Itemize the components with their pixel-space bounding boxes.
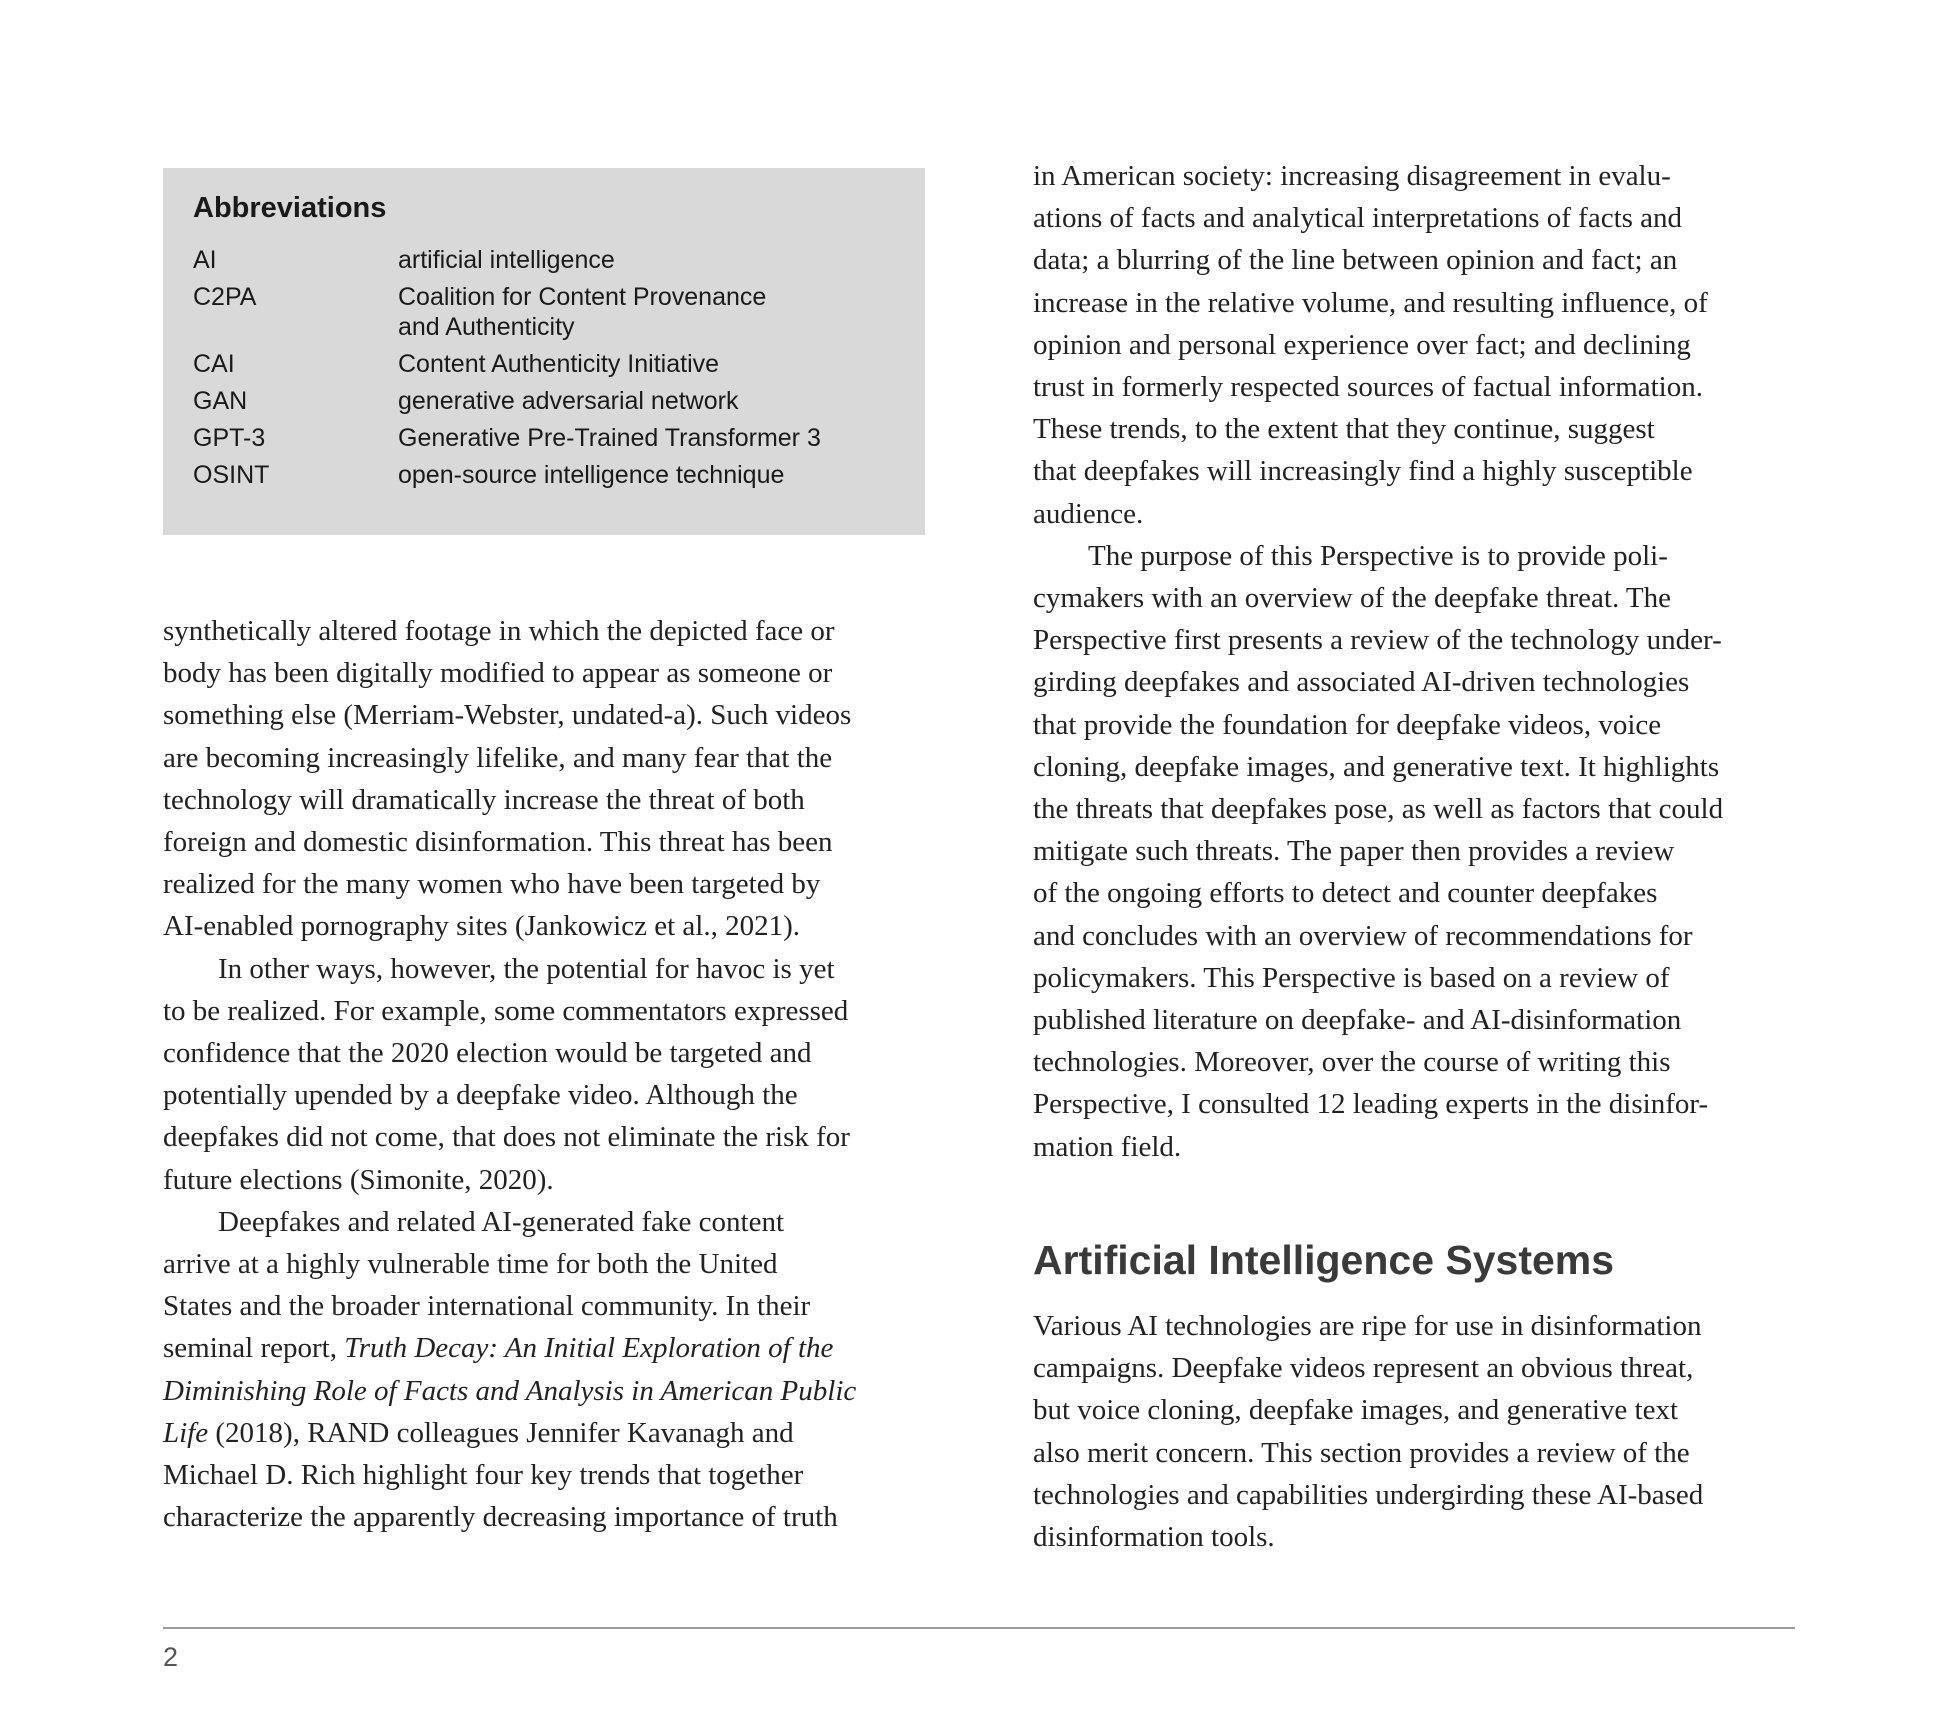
text-line: In other ways, however, the potential for havoc is yet [218, 952, 835, 985]
text-line: something else (Merriam-Webster, undated-a). Such videos [163, 699, 852, 732]
abbreviation-term: C2PA [193, 283, 257, 311]
abbreviation-definition: Generative Pre-Trained Transformer 3 [398, 424, 821, 452]
left-column [163, 610, 928, 1538]
text-line: cymakers with an overview of the deepfake threat. The [1033, 582, 1671, 615]
text-line: AI-enabled pornography sites (Jankowicz et al., 2021). [163, 910, 800, 943]
text-line: increase in the relative volume, and resulting influence, of [1033, 286, 1708, 319]
text-line: ations of facts and analytical interpretations of facts and [1033, 202, 1683, 235]
abbreviation-term: GAN [193, 387, 248, 415]
text-line: technology will dramatically increase the threat of both [163, 783, 805, 816]
text-line: foreign and domestic disinformation. This threat has been [163, 826, 833, 859]
body-paragraph [1033, 535, 1803, 1168]
text-line: States and the broader international community. In their [163, 1290, 811, 1323]
body-paragraph [163, 948, 928, 1201]
text-line: cloning, deepfake images, and generative text. It highlights [1033, 750, 1720, 783]
body-paragraph [163, 1201, 928, 1539]
text-line: campaigns. Deepfake videos represent an obvious threat, [1033, 1352, 1694, 1385]
text-line: potentially upended by a deepfake video. Although the [163, 1079, 798, 1112]
text-line: Various AI technologies are ripe for use in disinformation [1033, 1310, 1702, 1342]
abbreviation-definition [398, 282, 895, 342]
text-line: arrive at a highly vulnerable time for both the United [163, 1248, 778, 1281]
text-line: opinion and personal experience over fact; and declining [1033, 328, 1691, 361]
abbreviation-definition: Content Authenticity Initiative [398, 350, 720, 378]
abbreviation-row [193, 460, 895, 490]
text-line [163, 1327, 928, 1369]
text-line: also merit concern. This section provides a review of the [1033, 1436, 1690, 1469]
abbreviation-definition: open-source intelligence technique [398, 461, 785, 489]
text-line: Perspective, I consulted 12 leading experts in the disinfor- [1033, 1088, 1709, 1121]
abbreviation-term: GPT-3 [193, 424, 266, 452]
abbreviations-title: Abbreviations [193, 192, 387, 224]
right-column [1033, 155, 1803, 1168]
abbreviation-definition: generative adversarial network [398, 387, 739, 415]
report-title-italic: Diminishing Role of Facts and Analysis in American Public [163, 1374, 857, 1407]
text-line: characterize the apparently decreasing importance of truth [163, 1501, 838, 1534]
text-fragment: (2018), RAND colleagues Jennifer Kavanagh and [208, 1416, 794, 1449]
text-line: trust in formerly respected sources of factual information. [1033, 371, 1703, 404]
text-line: realized for the many women who have been targeted by [163, 868, 821, 901]
text-line: that deepfakes will increasingly find a highly susceptible [1033, 455, 1693, 488]
section-heading: Artificial Intelligence Systems [1033, 1237, 1615, 1283]
text-line: audience. [1033, 497, 1144, 530]
text-line: technologies and capabilities undergirding these AI-based [1033, 1478, 1704, 1511]
report-title-italic: Truth Decay: An Initial Exploration of the [344, 1332, 834, 1365]
abbreviation-row [193, 386, 895, 416]
body-paragraph [1033, 155, 1803, 535]
text-line: body has been digitally modified to appear as someone or [163, 657, 833, 690]
abbreviation-row [193, 245, 895, 275]
text-line: data; a blurring of the line between opinion and fact; an [1033, 244, 1678, 277]
text-line: Deepfakes and related AI-generated fake content [218, 1205, 784, 1238]
abbreviation-term: OSINT [193, 461, 270, 489]
text-line: are becoming increasingly lifelike, and many fear that the [163, 741, 833, 774]
abbreviation-row [193, 282, 895, 342]
text-line: confidence that the 2020 election would be targeted and [163, 1037, 812, 1070]
page-number: 2 [163, 1642, 179, 1672]
text-line: policymakers. This Perspective is based on a review of [1033, 961, 1670, 994]
text-line: technologies. Moreover, over the course of writing this [1033, 1046, 1671, 1079]
footer-divider [163, 1627, 1795, 1629]
abbreviations-box [163, 168, 925, 535]
right-column-section-body [1033, 1305, 1803, 1558]
text-line: Perspective first presents a review of the technology under- [1033, 624, 1722, 657]
definition-line: Coalition for Content Provenance [398, 283, 767, 311]
report-title-italic: Life [163, 1416, 209, 1449]
text-line [163, 1370, 928, 1412]
definition-line: and Authenticity [398, 313, 575, 341]
text-line: girding deepfakes and associated AI-driven technologies [1033, 666, 1690, 699]
body-paragraph [163, 610, 928, 948]
body-paragraph [1033, 1305, 1803, 1558]
text-line: future elections (Simonite, 2020). [163, 1163, 554, 1196]
text-line: disinformation tools. [1033, 1521, 1275, 1554]
text-line [163, 1412, 928, 1454]
text-line: published literature on deepfake- and AI-disinformation [1033, 1004, 1682, 1037]
text-line: and concludes with an overview of recommendations for [1033, 919, 1693, 952]
abbreviation-row [193, 349, 895, 379]
text-line: to be realized. For example, some commentators expressed [163, 994, 849, 1027]
text-line: of the ongoing efforts to detect and counter deepfakes [1033, 877, 1658, 910]
text-line: These trends, to the extent that they continue, suggest [1033, 413, 1655, 446]
text-line: that provide the foundation for deepfake videos, voice [1033, 708, 1662, 741]
text-line: deepfakes did not come, that does not eliminate the risk for [163, 1121, 850, 1154]
text-line: The purpose of this Perspective is to provide poli- [1088, 539, 1668, 572]
abbreviation-term: AI [193, 246, 217, 274]
text-line: Michael D. Rich highlight four key trends that together [163, 1459, 804, 1492]
text-line: synthetically altered footage in which the depicted face or [163, 615, 835, 647]
text-line: mitigate such threats. The paper then provides a review [1033, 835, 1675, 868]
text-line: in American society: increasing disagreement in evalu- [1033, 160, 1671, 192]
text-line: the threats that deepfakes pose, as well as factors that could [1033, 793, 1724, 826]
text-fragment: seminal report, [163, 1332, 345, 1365]
abbreviation-definition: artificial intelligence [398, 246, 615, 274]
abbreviation-row [193, 423, 895, 453]
text-line: mation field. [1033, 1130, 1182, 1163]
text-line: but voice cloning, deepfake images, and generative text [1033, 1394, 1678, 1427]
abbreviation-term: CAI [193, 350, 235, 378]
